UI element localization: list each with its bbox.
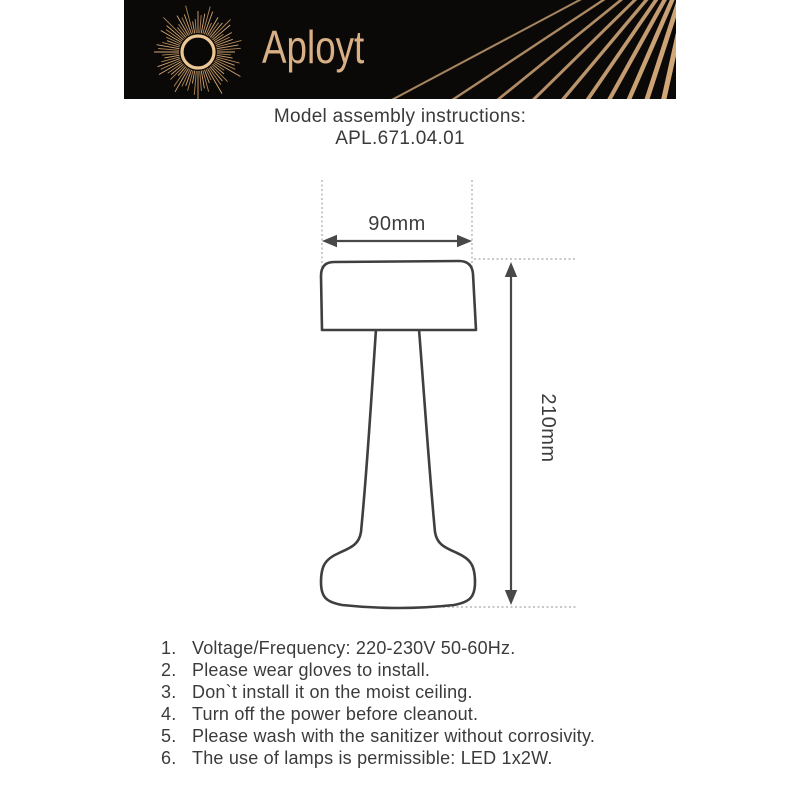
instruction-text: Don`t install it on the moist ceiling. (192, 682, 473, 702)
instruction-item (161, 637, 595, 659)
instruction-text: The use of lamps is permissible: LED 1x2W. (192, 748, 553, 768)
brand-name: Aployt (262, 21, 365, 73)
instruction-item (161, 747, 595, 769)
instruction-number: 3. (161, 682, 177, 702)
height-dimension-label: 210mm (537, 393, 559, 463)
instruction-item (161, 659, 595, 681)
instruction-text: Please wash with the sanitizer without corrosivity. (192, 726, 596, 746)
width-dimension-label: 90mm (368, 213, 426, 235)
instruction-text: Voltage/Frequency: 220-230V 50-60Hz. (192, 638, 516, 658)
instruction-text: Please wear gloves to install. (192, 660, 431, 680)
model-number: APL.671.04.01 (335, 128, 465, 149)
instruction-number: 6. (161, 748, 177, 768)
instruction-number: 2. (161, 660, 177, 680)
instructions-list (161, 637, 595, 769)
lamp-body-outline (321, 329, 475, 608)
instruction-item (161, 703, 595, 725)
sheet-title: Model assembly instructions: (273, 106, 527, 127)
instruction-number: 4. (161, 704, 177, 724)
instruction-number: 1. (161, 638, 177, 658)
instruction-item (161, 681, 595, 703)
width-dimension-arrow (322, 235, 472, 247)
height-dimension-arrow (505, 262, 517, 605)
instruction-number: 5. (161, 726, 177, 746)
instruction-item (161, 725, 595, 747)
instruction-text: Turn off the power before cleanout. (192, 704, 479, 724)
lamp-shade-outline (321, 261, 476, 330)
